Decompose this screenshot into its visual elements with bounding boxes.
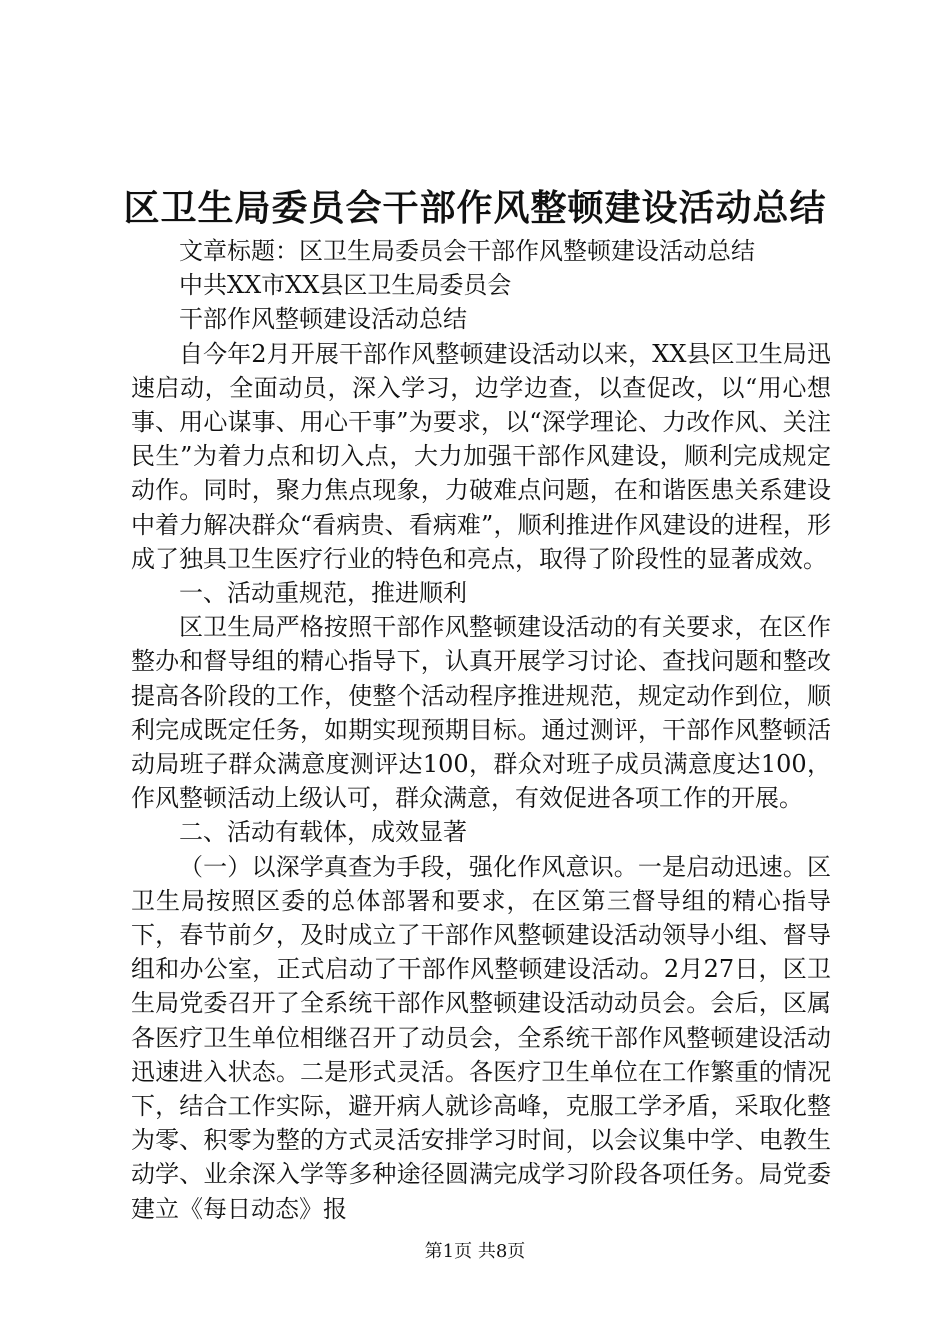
subtitle-line: 干部作风整顿建设活动总结 <box>179 305 467 334</box>
page-footer: 第1页 共8页 <box>424 1241 526 1262</box>
article-title-line: 文章标题：区卫生局委员会干部作风整顿建设活动总结 <box>179 237 755 265</box>
intro-paragraph: 自今年2月开展干部作风整顿建设活动以来，XX县区卫生局迅速启动，全面动员，深入学习，边学边查，以查促改，以“用心想事、用心谋事、用心干事”为要求，以“深学理论、力改作风、关注民生”为着力点和切入点，大力加强干部作风建设，顺利完成规定动作。同时，聚力焦点现象，力破难点问题，在和谐医患关系建设中着力解决群众“看病贵、看病难”，顺利推进作风建设的进程，形成了独具卫生医疗行业的特色和亮点，取得了阶段性的显著成效。 <box>131 339 831 573</box>
section-heading-2: 二、活动有载体，成效显著 <box>179 818 467 847</box>
section-1-paragraph: 区卫生局严格按照干部作风整顿建设活动的有关要求，在区作整办和督导组的精心指导下，认真开展学习讨论、查找问题和整改提高各阶段的工作，使整个活动程序推进规范，规定动作到位，顺利完成既定任务，如期实现预期目标。通过测评，干部作风整顿活动局班子群众满意度测评达100，群众对班子成员满意度达100，作风整顿活动上级认可，群众满意，有效促进各项工作的开展。 <box>131 613 831 813</box>
section-heading-1: 一、活动重规范，推进顺利 <box>179 579 467 608</box>
document-title: 区卫生局委员会干部作风整顿建设活动总结 <box>123 187 827 229</box>
organization-line: 中共XX市XX县区卫生局委员会 <box>179 271 512 300</box>
section-2-paragraph: （一）以深学真查为手段，强化作风意识。一是启动迅速。区卫生局按照区委的总体部署和要求，在区第三督导组的精心指导下，春节前夕，及时成立了干部作风整顿建设活动领导小组、督导组和办公室，正式启动了干部作风整顿建设活动。2月27日，区卫生局党委召开了全系统干部作风整顿建设活动动员会。会后，区属各医疗卫生单位相继召开了动员会，全系统干部作风整顿建设活动迅速进入状态。二是形式灵活。各医疗卫生单位在工作繁重的情况下，结合工作实际，避开病人就诊高峰，克服工学矛盾，采取化整为零、积零为整的方式灵活安排学习时间，以会议集中学、电教生动学、业余深入学等多种途径圆满完成学习阶段各项任务。局党委建立《每日动态》报 <box>131 852 831 1223</box>
document-body <box>131 234 831 1226</box>
